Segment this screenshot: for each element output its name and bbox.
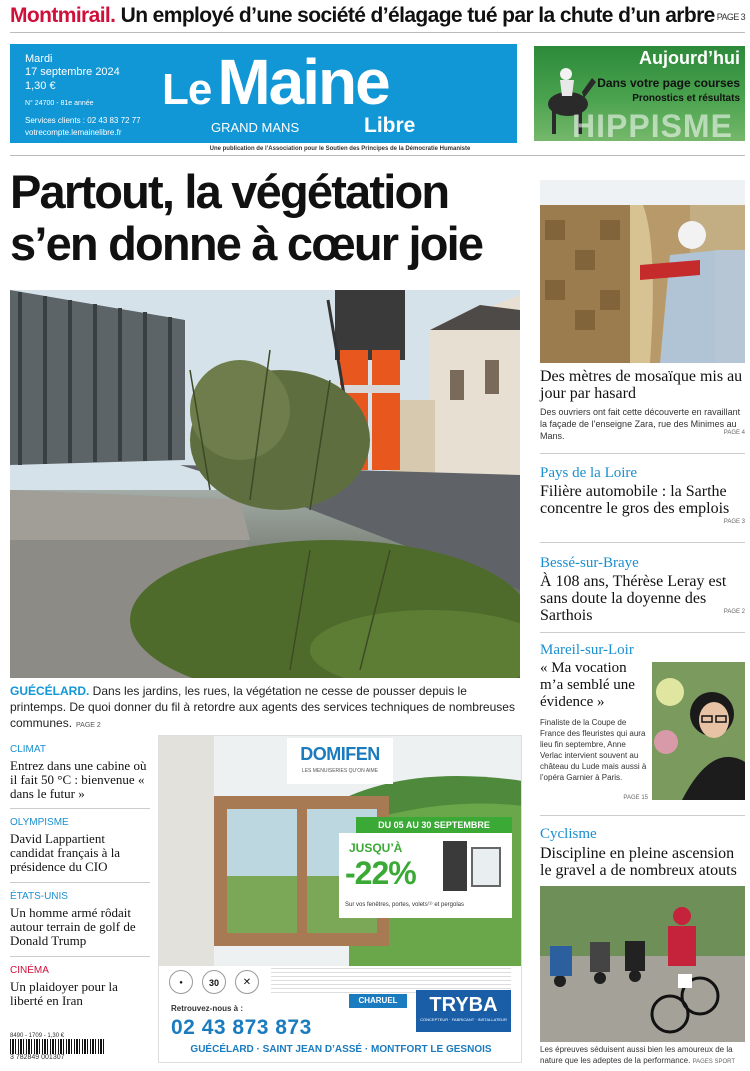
cyclisme-summary-text: Les épreuves séduisent aussi bien les amoureux de la nature que les adeptes de la performance. [540,1045,733,1065]
olympisme-headline[interactable]: David Lappartient candidat français à la présidence du CIO [10,831,121,874]
mareil-kicker: Mareil-sur-Loir [540,642,634,658]
teaser-place: Montmirail. [10,4,116,27]
lead-headline-line1: Partout, la végétation [10,165,449,218]
warranty-badge: 30 [202,970,226,994]
advert-footer [159,966,522,1063]
teaser-text: Un employé d’une société d’élagage tué par la chute d’un arbre [115,4,715,27]
auto-kicker: Pays de la Loire [540,465,638,481]
advert-towns: GUÉCÉLARD · SAINT JEAN D’ASSÉ · MONTFORT LE GESNOIS [190,1044,492,1055]
logo-le: Le [162,65,212,114]
promo-title: Aujourd’hui [639,48,740,68]
edition-name: GRAND MANS [211,120,300,135]
olympisme-kicker: OLYMPISME [10,817,69,828]
service-phone: Services clients : 02 43 83 72 77 [25,116,141,125]
domifen-logo [287,738,393,784]
mosaic-photo-illustration [540,180,745,363]
climat-kicker: CLIMAT [10,744,46,755]
hippisme-promo[interactable] [534,46,745,141]
barcode-code: 8490 - 1709 - 1,30 € [10,1033,65,1039]
divider [540,542,745,543]
window-icon [471,847,501,887]
lead-headline[interactable] [10,166,530,270]
promo-detail: Pronostics et résultats [632,93,740,104]
mosaic-summary: Des ouvriers ont fait cette découverte en ravaillant la façade de l’enseigne Zara, rue des Minimes au Mans. [540,407,741,441]
cyclisme-page: PAGES SPORT [692,1059,736,1065]
offer-upto: JUSQU’À [349,841,403,855]
caption-text: Dans les jardins, les rues, la végétation ne cesse de pousser depuis le printemps. De quoi donner du fil à retordre aux agents des services techniques de nombreuses communes. [10,684,515,730]
tryba-brand: TRYBA [429,994,498,1016]
caption-place: GUÉCÉLARD. [10,684,90,698]
mosaic-photo[interactable] [540,180,745,363]
logo-libre: Libre [364,114,416,137]
cinema-headline[interactable]: Un plaidoyer pour la liberté en Iran [10,979,118,1008]
lead-headline-line2: s’en donne à cœur joie [10,217,483,270]
customer-service [25,115,141,139]
teaser-page: PAGE 3 [716,12,745,22]
mosaic-headline[interactable]: Des mètres de mosaïque mis au jour par hasard [540,368,743,402]
edition-full-date: 17 septembre 2024 [25,66,120,78]
florist-portrait-illustration [652,662,745,800]
made-in-france-icon: ● [169,970,193,994]
divider [10,808,150,809]
mareil-photo[interactable] [652,662,745,800]
besse-kicker: Bessé-sur-Braye [540,555,639,571]
door-icon [443,841,467,891]
gravel-riders-illustration [540,886,745,1042]
advert-find-us: Retrouvez-nous à : [171,1004,244,1013]
edition-issue: N° 24700 - 81e année [25,100,94,107]
edition-date [25,53,120,79]
auto-headline[interactable]: Filière automobile : la Sarthe concentre le gros des emplois [540,483,730,517]
advert-phone[interactable]: 02 43 873 873 [171,1016,312,1039]
publisher-line: Une publication de l’Association pour le Soutien des Principes de la Démocratie Humaniste [209,146,471,152]
divider [10,32,745,33]
besse-headline[interactable]: À 108 ans, Thérèse Leray est sans doute la doyenne des Sarthois [540,573,727,624]
divider [10,155,745,156]
barcode-bars [10,1039,106,1054]
divider [540,815,745,816]
offer-products: Sur vos fenêtres, portes, volets⁽¹⁾ et pergolas [345,902,465,908]
promo-watermark: HIPPISME [572,108,733,141]
domifen-advert[interactable] [158,735,522,1063]
climat-headline[interactable]: Entrez dans une cabine où il fait 50 °C : bienvenue « dans le futur » [10,758,147,801]
newspaper-logo[interactable] [162,46,389,122]
cyclisme-headline[interactable]: Discipline en pleine ascension le gravel a de nombreux atouts [540,845,737,879]
offer-panel [339,833,512,918]
top-teaser[interactable] [10,4,745,30]
mosaic-page: PAGE 4 [723,430,745,436]
lead-caption [10,683,520,734]
barcode-digits: 3 782849 001307 [10,1054,65,1061]
besse-page: PAGE 2 [723,609,745,615]
barcode [10,1033,110,1063]
logo-maine: Maine [217,46,389,118]
promo-subtitle: Dans votre page courses [597,76,740,90]
divider [540,453,745,454]
domifen-brand: DOMIFEN [300,744,380,764]
divider [10,956,150,957]
edition-day: Mardi [25,53,53,65]
caption-page: PAGE 2 [76,722,101,729]
cyclisme-summary [540,1044,745,1068]
lead-photo[interactable] [10,290,520,678]
cyclisme-photo[interactable] [540,886,745,1042]
tryba-logo [416,990,511,1032]
cyclisme-kicker: Cyclisme [540,826,597,842]
mareil-summary: Finaliste de la Coupe de France des fleuristes qui aura lieu fin septembre, Anne Verlac intervient souvent au château du Lude mais aussi à l’opéra Garnier à Paris. [540,718,647,782]
divider [540,632,745,633]
etats-unis-headline[interactable]: Un homme armé rôdait autour terrain de golf de Donald Trump [10,905,136,948]
mareil-page: PAGE 15 [623,795,648,801]
auto-page: PAGE 3 [723,519,745,525]
divider [10,882,150,883]
etats-unis-kicker: ÉTATS-UNIS [10,891,68,902]
charuel-logo: CHARUEL [349,994,407,1008]
offer-discount: -22% [345,855,416,891]
masthead [10,44,517,143]
service-site[interactable]: votrecompte.lemainelibre.fr [25,128,122,137]
mareil-headline[interactable]: « Ma vocation m’a semblé une évidence » [540,660,635,710]
offer-dates: DU 05 AU 30 SEPTEMBRE [356,817,512,833]
vegetation-photo-illustration [10,290,520,678]
no-cost-icon: ✕ [235,970,259,994]
domifen-tagline: LES MENUISERIES QU’ON AIME [301,768,379,774]
cinema-kicker: CINÉMA [10,965,49,976]
tryba-tagline: CONCEPTEUR · FABRICANT · INSTALLATEUR [420,1017,507,1022]
edition-price: 1,30 € [25,80,56,92]
